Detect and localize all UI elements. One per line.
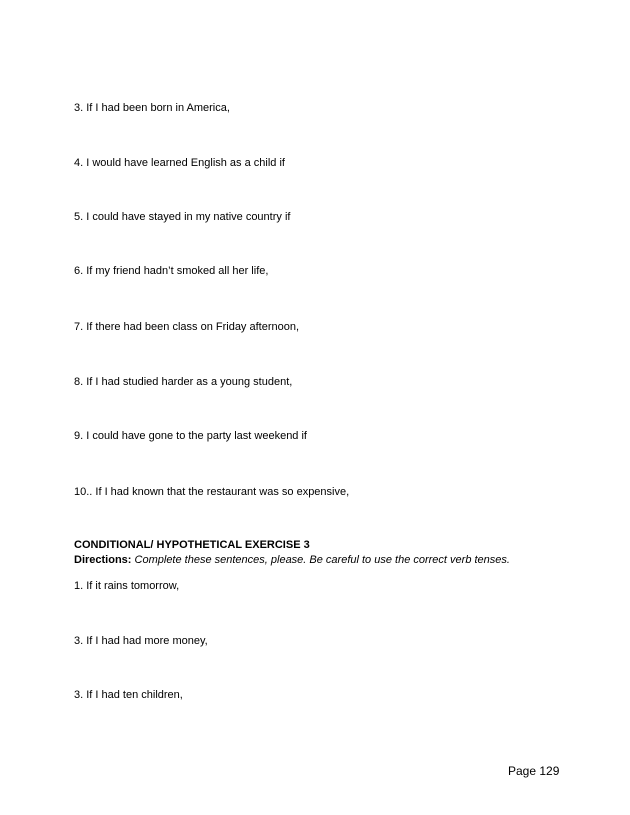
exercise-2-item-5: 5. I could have stayed in my native country if <box>74 211 291 223</box>
exercise-3-item-2: 3. If I had had more money, <box>74 635 208 647</box>
page-number: Page 129 <box>508 764 560 778</box>
exercise-3-heading: CONDITIONAL/ HYPOTHETICAL EXERCISE 3 <box>74 539 310 551</box>
exercise-2-item-7: 7. If there had been class on Friday afternoon, <box>74 321 300 333</box>
exercise-2-item-4: 4. I would have learned English as a child if <box>74 157 285 169</box>
exercise-3-directions <box>74 553 510 567</box>
exercise-2-item-6: 6. If my friend hadn’t smoked all her life, <box>74 265 269 277</box>
exercise-2-item-3: 3. If I had been born in America, <box>74 102 230 114</box>
exercise-2-item-8: 8. If I had studied harder as a young student, <box>74 376 293 388</box>
exercise-3-item-3: 3. If I had ten children, <box>74 689 183 701</box>
exercise-2-item-10: 10.. If I had known that the restaurant was so expensive, <box>74 486 350 498</box>
directions-label: Directions: <box>74 554 132 566</box>
exercise-3-item-1: 1. If it rains tomorrow, <box>74 580 180 592</box>
exercise-2-item-9: 9. I could have gone to the party last weekend if <box>74 430 307 442</box>
directions-text: Complete these sentences, please. Be careful to use the correct verb tenses. <box>134 554 510 566</box>
